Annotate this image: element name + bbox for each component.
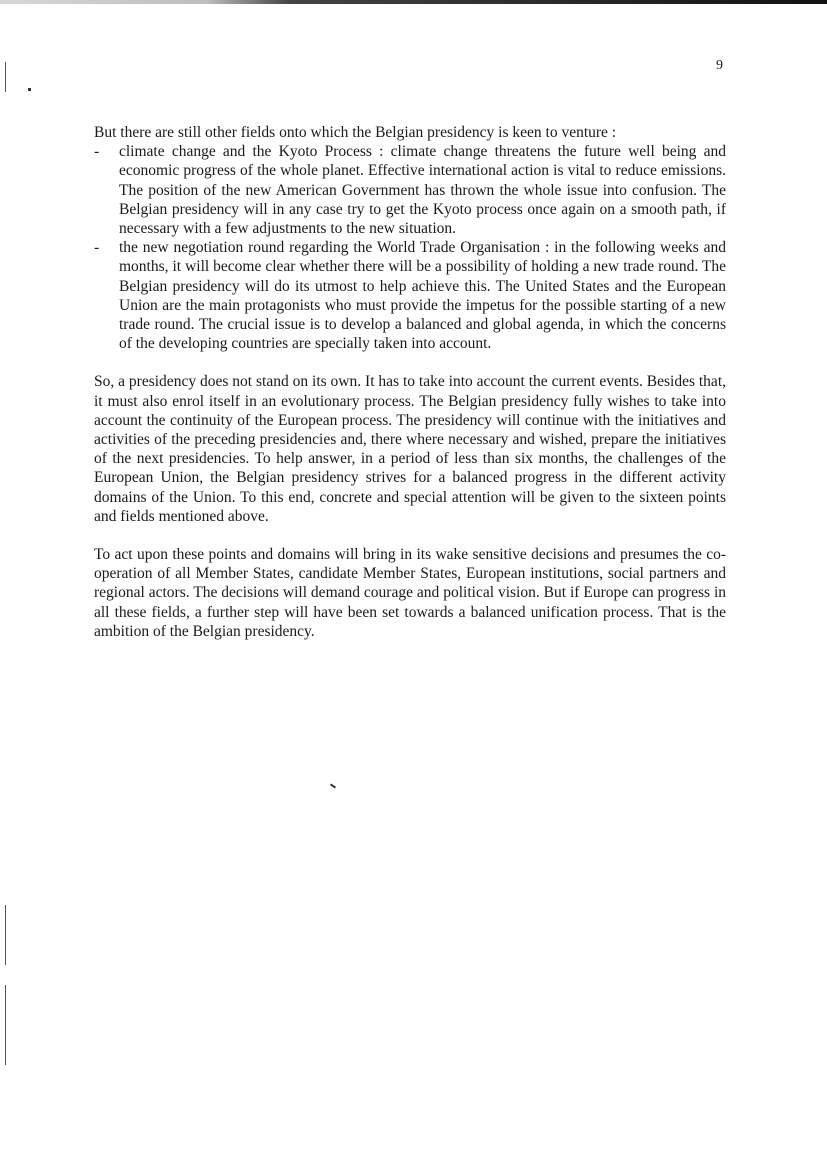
list-item	[94, 142, 726, 238]
scan-speck	[330, 783, 336, 788]
bullet-dash: -	[94, 239, 100, 257]
paragraph-spacer	[94, 353, 726, 372]
scan-speck	[28, 88, 31, 91]
scan-top-border	[0, 0, 827, 4]
intro-paragraph: But there are still other fields onto which the Belgian presidency is keen to venture :	[94, 124, 617, 141]
body-paragraph: To act upon these points and domains will bring in its wake sensitive decisions and presumes the co-operation of all Member States, candidate Member States, European institutions, social partners and regional actors. The decisions will demand courage and political vision. But if Europe can progress in all these fields, a further step will have been set towards a balanced unification process. That is the ambition of the Belgian presidency.	[94, 546, 726, 640]
scan-margin-mark	[5, 985, 6, 1065]
paragraph-spacer	[94, 526, 726, 545]
bullet-text: the new negotiation round regarding the World Trade Organisation : in the following weeks and months, it will become clear whether there will be a possibility of holding a new trade round. The Belgian presidency will do its utmost to help achieve this. The United States and the European Union are the main protagonists who must provide the impetus for the possible starting of a new trade round. The crucial issue is to develop a balanced and global agenda, in which the concerns of the developing countries are specially taken into account.	[119, 239, 726, 353]
list-item	[94, 238, 726, 353]
page-number: 9	[716, 58, 723, 73]
document-body	[94, 123, 726, 641]
bullet-dash: -	[94, 143, 100, 161]
scan-margin-mark	[5, 905, 6, 965]
bullet-list	[94, 142, 726, 353]
bullet-text: climate change and the Kyoto Process : climate change threatens the future well being and economic progress of the whole planet. Effective international action is vital to reduce emissions. The position of the new American Government has thrown the whole issue into confusion. The Belgian presidency will in any case try to get the Kyoto process once again on a smooth path, if necessary with a few adjustments to the new situation.	[119, 143, 726, 238]
scan-margin-mark	[5, 62, 6, 92]
body-paragraph: So, a presidency does not stand on its own. It has to take into account the current events. Besides that, it must also enrol itself in an evolutionary process. The Belgian presidency fully wishes to take into account the continuity of the European process. The presidency will continue with the initiatives and activities of the preceding presidencies and, there where necessary and wished, prepare the initiatives of the next presidencies. To help answer, in a period of less than six months, the challenges of the European Union, the Belgian presidency strives for a balanced progress in the different activity domains of the Union. To this end, concrete and special attention will be given to the sixteen points and fields mentioned above.	[94, 373, 726, 525]
